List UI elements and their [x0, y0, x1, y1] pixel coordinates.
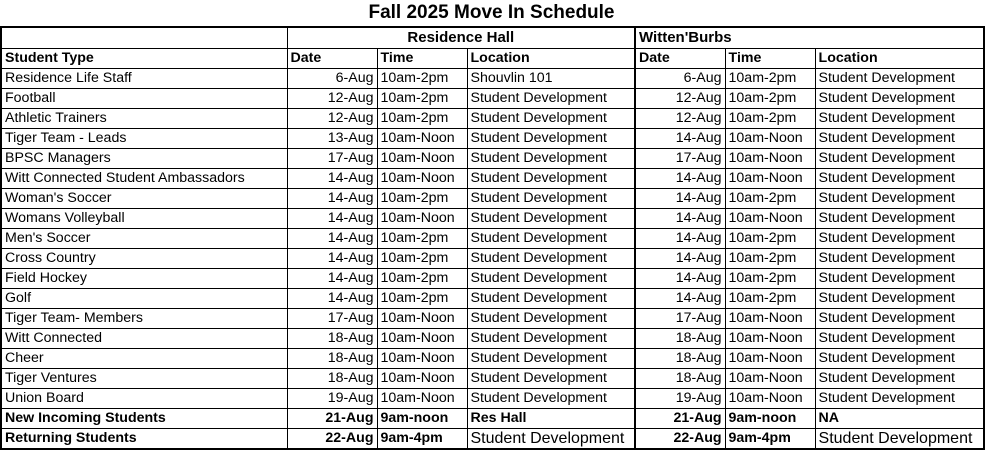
- table-row: [1, 408, 984, 428]
- wb-location-cell: Student Development: [815, 348, 984, 368]
- header-wb-location: Location: [815, 48, 984, 68]
- rh-location-cell: Student Development: [467, 88, 635, 108]
- table-row: [1, 268, 984, 288]
- wb-time-cell: 10am-2pm: [725, 248, 815, 268]
- rh-time-cell: 10am-Noon: [377, 168, 467, 188]
- wb-location-cell: Student Development: [815, 148, 984, 168]
- rh-location-cell: Student Development: [467, 148, 635, 168]
- rh-date-cell: 21-Aug: [287, 408, 377, 428]
- wb-location-cell: Student Development: [815, 188, 984, 208]
- rh-date-cell: 6-Aug: [287, 68, 377, 88]
- rh-date-cell: 14-Aug: [287, 208, 377, 228]
- wb-time-cell: 10am-Noon: [725, 308, 815, 328]
- rh-date-cell: 18-Aug: [287, 328, 377, 348]
- wb-date-cell: 14-Aug: [635, 248, 725, 268]
- group-wittenburbs: Witten'Burbs: [635, 27, 984, 48]
- wb-time-cell: 10am-Noon: [725, 368, 815, 388]
- student-type-cell: Cross Country: [1, 248, 287, 268]
- wb-location-cell: Student Development: [815, 308, 984, 328]
- student-type-cell: Womans Volleyball: [1, 208, 287, 228]
- rh-location-cell: Res Hall: [467, 408, 635, 428]
- wb-time-cell: 10am-2pm: [725, 68, 815, 88]
- rh-location-cell: Student Development: [467, 428, 635, 449]
- rh-date-cell: 14-Aug: [287, 288, 377, 308]
- wb-date-cell: 14-Aug: [635, 168, 725, 188]
- rh-location-cell: Student Development: [467, 208, 635, 228]
- rh-time-cell: 10am-Noon: [377, 388, 467, 408]
- wb-location-cell: Student Development: [815, 68, 984, 88]
- rh-date-cell: 13-Aug: [287, 128, 377, 148]
- student-type-cell: Athletic Trainers: [1, 108, 287, 128]
- rh-time-cell: 10am-Noon: [377, 308, 467, 328]
- wb-date-cell: 12-Aug: [635, 88, 725, 108]
- rh-location-cell: Student Development: [467, 248, 635, 268]
- wb-date-cell: 14-Aug: [635, 188, 725, 208]
- rh-time-cell: 10am-Noon: [377, 208, 467, 228]
- wb-time-cell: 10am-Noon: [725, 128, 815, 148]
- rh-location-cell: Student Development: [467, 128, 635, 148]
- table-row: [1, 168, 984, 188]
- wb-date-cell: 22-Aug: [635, 428, 725, 449]
- column-header-row: [1, 48, 984, 68]
- rh-date-cell: 12-Aug: [287, 108, 377, 128]
- wb-time-cell: 10am-2pm: [725, 288, 815, 308]
- student-type-cell: Returning Students: [1, 428, 287, 449]
- table-row: [1, 148, 984, 168]
- wb-time-cell: 10am-2pm: [725, 108, 815, 128]
- student-type-cell: Golf: [1, 288, 287, 308]
- rh-location-cell: Student Development: [467, 288, 635, 308]
- student-type-cell: New Incoming Students: [1, 408, 287, 428]
- wb-location-cell: NA: [815, 408, 984, 428]
- rh-time-cell: 10am-Noon: [377, 148, 467, 168]
- wb-time-cell: 10am-Noon: [725, 148, 815, 168]
- group-header-row: [1, 27, 984, 48]
- wb-date-cell: 18-Aug: [635, 348, 725, 368]
- rh-time-cell: 10am-2pm: [377, 268, 467, 288]
- rh-date-cell: 14-Aug: [287, 248, 377, 268]
- rh-location-cell: Student Development: [467, 228, 635, 248]
- student-type-cell: Woman's Soccer: [1, 188, 287, 208]
- table-row: [1, 388, 984, 408]
- wb-time-cell: 10am-2pm: [725, 188, 815, 208]
- wb-location-cell: Student Development: [815, 228, 984, 248]
- header-wb-time: Time: [725, 48, 815, 68]
- rh-date-cell: 18-Aug: [287, 348, 377, 368]
- wb-date-cell: 14-Aug: [635, 288, 725, 308]
- rh-date-cell: 22-Aug: [287, 428, 377, 449]
- rh-time-cell: 10am-Noon: [377, 328, 467, 348]
- rh-location-cell: Student Development: [467, 348, 635, 368]
- wb-date-cell: 21-Aug: [635, 408, 725, 428]
- group-header-empty: [1, 27, 287, 48]
- rh-location-cell: Student Development: [467, 308, 635, 328]
- rh-date-cell: 17-Aug: [287, 148, 377, 168]
- wb-location-cell: Student Development: [815, 208, 984, 228]
- table-row: [1, 308, 984, 328]
- table-row: [1, 288, 984, 308]
- header-student-type: Student Type: [1, 48, 287, 68]
- rh-time-cell: 9am-noon: [377, 408, 467, 428]
- wb-location-cell: Student Development: [815, 168, 984, 188]
- rh-location-cell: Student Development: [467, 188, 635, 208]
- wb-time-cell: 10am-2pm: [725, 88, 815, 108]
- rh-time-cell: 10am-2pm: [377, 188, 467, 208]
- student-type-cell: Union Board: [1, 388, 287, 408]
- table-row: [1, 208, 984, 228]
- rh-time-cell: 10am-2pm: [377, 228, 467, 248]
- student-type-cell: Tiger Team- Members: [1, 308, 287, 328]
- page-title: Fall 2025 Move In Schedule: [368, 2, 615, 23]
- student-type-cell: Cheer: [1, 348, 287, 368]
- wb-date-cell: 14-Aug: [635, 208, 725, 228]
- wb-location-cell: Student Development: [815, 248, 984, 268]
- table-row: [1, 228, 984, 248]
- wb-time-cell: 10am-Noon: [725, 348, 815, 368]
- table-row: [1, 128, 984, 148]
- rh-location-cell: Student Development: [467, 368, 635, 388]
- wb-date-cell: 18-Aug: [635, 328, 725, 348]
- student-type-cell: Field Hockey: [1, 268, 287, 288]
- rh-location-cell: Student Development: [467, 108, 635, 128]
- rh-location-cell: Shouvlin 101: [467, 68, 635, 88]
- wb-date-cell: 6-Aug: [635, 68, 725, 88]
- rh-date-cell: 14-Aug: [287, 168, 377, 188]
- group-residence-hall: Residence Hall: [287, 27, 635, 48]
- wb-date-cell: 19-Aug: [635, 388, 725, 408]
- wb-location-cell: Student Development: [815, 368, 984, 388]
- table-row: [1, 428, 984, 449]
- rh-time-cell: 9am-4pm: [377, 428, 467, 449]
- student-type-cell: Residence Life Staff: [1, 68, 287, 88]
- wb-time-cell: 9am-4pm: [725, 428, 815, 449]
- wb-location-cell: Student Development: [815, 128, 984, 148]
- table-row: [1, 188, 984, 208]
- rh-time-cell: 10am-2pm: [377, 68, 467, 88]
- rh-date-cell: 14-Aug: [287, 188, 377, 208]
- table-row: [1, 248, 984, 268]
- wb-time-cell: 10am-2pm: [725, 268, 815, 288]
- wb-location-cell: Student Development: [815, 328, 984, 348]
- wb-date-cell: 14-Aug: [635, 228, 725, 248]
- student-type-cell: Tiger Ventures: [1, 368, 287, 388]
- student-type-cell: BPSC Managers: [1, 148, 287, 168]
- rh-date-cell: 14-Aug: [287, 228, 377, 248]
- wb-date-cell: 14-Aug: [635, 128, 725, 148]
- student-type-cell: Football: [1, 88, 287, 108]
- wb-date-cell: 17-Aug: [635, 308, 725, 328]
- header-rh-location: Location: [467, 48, 635, 68]
- wb-time-cell: 10am-2pm: [725, 228, 815, 248]
- wb-location-cell: Student Development: [815, 288, 984, 308]
- rh-time-cell: 10am-2pm: [377, 88, 467, 108]
- student-type-cell: Witt Connected: [1, 328, 287, 348]
- wb-time-cell: 10am-Noon: [725, 388, 815, 408]
- wb-date-cell: 14-Aug: [635, 268, 725, 288]
- header-rh-date: Date: [287, 48, 377, 68]
- wb-location-cell: Student Development: [815, 108, 984, 128]
- rh-time-cell: 10am-2pm: [377, 288, 467, 308]
- wb-date-cell: 18-Aug: [635, 368, 725, 388]
- rh-time-cell: 10am-Noon: [377, 348, 467, 368]
- rh-location-cell: Student Development: [467, 168, 635, 188]
- wb-time-cell: 9am-noon: [725, 408, 815, 428]
- table-row: [1, 68, 984, 88]
- student-type-cell: Witt Connected Student Ambassadors: [1, 168, 287, 188]
- rh-date-cell: 18-Aug: [287, 368, 377, 388]
- wb-time-cell: 10am-Noon: [725, 168, 815, 188]
- wb-location-cell: Student Development: [815, 388, 984, 408]
- move-in-schedule-table: [0, 26, 985, 450]
- rh-date-cell: 19-Aug: [287, 388, 377, 408]
- rh-location-cell: Student Development: [467, 328, 635, 348]
- table-row: [1, 108, 984, 128]
- rh-time-cell: 10am-2pm: [377, 248, 467, 268]
- wb-location-cell: Student Development: [815, 428, 984, 449]
- student-type-cell: Tiger Team - Leads: [1, 128, 287, 148]
- wb-date-cell: 12-Aug: [635, 108, 725, 128]
- wb-location-cell: Student Development: [815, 88, 984, 108]
- student-type-cell: Men's Soccer: [1, 228, 287, 248]
- rh-location-cell: Student Development: [467, 388, 635, 408]
- table-row: [1, 368, 984, 388]
- rh-location-cell: Student Development: [467, 268, 635, 288]
- wb-location-cell: Student Development: [815, 268, 984, 288]
- rh-time-cell: 10am-Noon: [377, 368, 467, 388]
- table-row: [1, 328, 984, 348]
- wb-time-cell: 10am-Noon: [725, 328, 815, 348]
- wb-date-cell: 17-Aug: [635, 148, 725, 168]
- rh-date-cell: 14-Aug: [287, 268, 377, 288]
- rh-time-cell: 10am-Noon: [377, 128, 467, 148]
- table-row: [1, 348, 984, 368]
- table-row: [1, 88, 984, 108]
- rh-date-cell: 17-Aug: [287, 308, 377, 328]
- header-rh-time: Time: [377, 48, 467, 68]
- rh-date-cell: 12-Aug: [287, 88, 377, 108]
- rh-time-cell: 10am-2pm: [377, 108, 467, 128]
- wb-time-cell: 10am-Noon: [725, 208, 815, 228]
- header-wb-date: Date: [635, 48, 725, 68]
